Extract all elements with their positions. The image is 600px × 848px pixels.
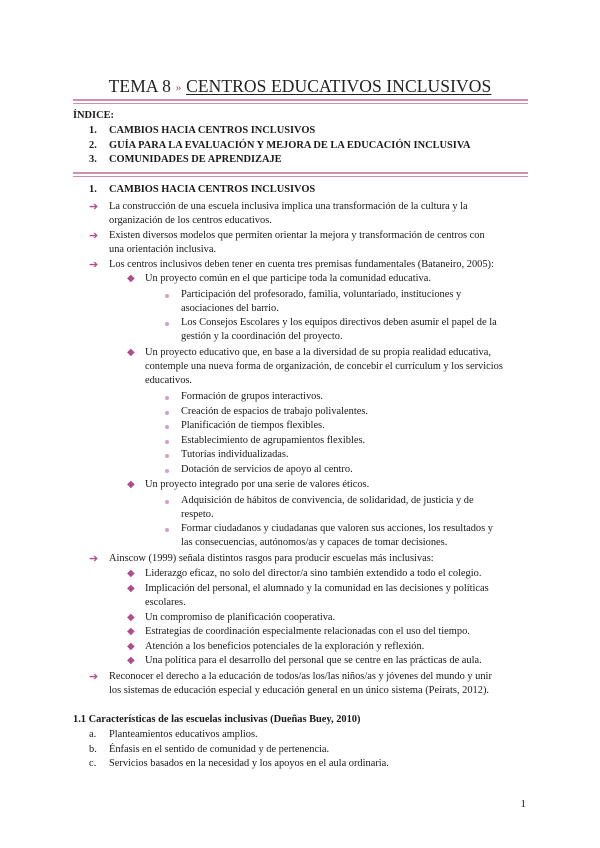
paragraph: Los centros inclusivos deben tener en cuenta tres premisas fundamentales (Bataneiro, 2005):	[109, 259, 494, 270]
diamond-bullet-icon: ◆	[127, 655, 135, 666]
title-prefix: TEMA 8	[108, 76, 171, 96]
circle-bullet-icon	[165, 440, 169, 444]
trait-item: Estrategias de coordinación especialmente relacionadas con el uso del tiempo.	[145, 626, 470, 637]
premise-1-sub: Los Consejos Escolares y los equipos directivos deben asumir el papel de la	[181, 317, 497, 328]
premise-2-sub: Establecimiento de agrupamientos flexibles.	[181, 435, 366, 446]
premise-2-cont: contemple una nueva forma de organización, de concebir el currículum y los servicios	[145, 361, 503, 372]
list-item: Planteamientos educativos amplios.	[109, 729, 258, 740]
premise-2-cont: educativos.	[145, 375, 193, 386]
title-arrow-icon: »	[175, 80, 182, 94]
circle-bullet-icon	[165, 294, 169, 298]
circle-bullet-icon	[165, 322, 169, 326]
premise-2-sub: Formación de grupos interactivos.	[181, 391, 323, 402]
diamond-bullet-icon: ◆	[127, 626, 135, 637]
index-item-num: 2.	[89, 140, 97, 151]
premise-1-sub-cont: gestión y la coordinación del proyecto.	[181, 331, 343, 342]
paragraph-cont: los sistemas de educación especial y educación general en un único sistema (Peirats, 2012).	[109, 685, 489, 696]
list-letter: a.	[89, 729, 97, 740]
premise-1: Un proyecto común en el que participe toda la comunidad educativa.	[145, 273, 431, 284]
section1-num: 1.	[89, 184, 97, 195]
page-number: 1	[520, 798, 526, 810]
diamond-bullet-icon: ◆	[127, 479, 135, 490]
trait-item: Implicación del personal, el alumnado y la comunidad en las decisiones y políticas	[145, 583, 489, 594]
arrow-bullet-icon: ➔	[89, 553, 99, 565]
arrow-bullet-icon: ➔	[89, 671, 99, 683]
circle-bullet-icon	[165, 469, 169, 473]
trait-item: Liderazgo eficaz, no solo del director/a sino también extendido a todo el colegio.	[145, 568, 482, 579]
section1-heading: CAMBIOS HACIA CENTROS INCLUSIVOS	[109, 184, 316, 195]
index-item-num: 1.	[89, 125, 97, 136]
circle-bullet-icon	[165, 500, 169, 504]
title-main: CENTROS EDUCATIVOS INCLUSIVOS	[186, 76, 492, 96]
premise-3-sub: Adquisición de hábitos de convivencia, de solidaridad, de justicia y de	[181, 495, 474, 506]
premise-3-sub: Formar ciudadanos y ciudadanas que valoren sus acciones, los resultados y	[181, 523, 493, 534]
paragraph: Reconocer el derecho a la educación de todos/as los/las niños/as y jóvenes del mundo y unir	[109, 671, 492, 682]
premise-2-sub: Creación de espacios de trabajo polivalentes.	[181, 406, 368, 417]
diamond-bullet-icon: ◆	[127, 273, 135, 284]
paragraph: Existen diversos modelos que permiten orientar la mejora y transformación de centros con	[109, 230, 485, 241]
premise-1-sub-cont: asociaciones del barrio.	[181, 303, 279, 314]
paragraph: La construcción de una escuela inclusiva implica una transformación de la cultura y la	[109, 201, 468, 212]
index-item-3[interactable]: COMUNIDADES DE APRENDIZAJE	[109, 154, 282, 165]
circle-bullet-icon	[165, 411, 169, 415]
premise-2-sub: Dotación de servicios de apoyo al centro.	[181, 464, 353, 475]
arrow-bullet-icon: ➔	[89, 201, 99, 213]
title-divider	[73, 99, 528, 104]
trait-item: Una política para el desarrollo del personal que se centre en las prácticas de aula.	[145, 655, 482, 666]
premise-3-sub-cont: respeto.	[181, 509, 214, 520]
list-letter: b.	[89, 744, 97, 755]
premise-3: Un proyecto integrado por una serie de valores éticos.	[145, 479, 370, 490]
diamond-bullet-icon: ◆	[127, 612, 135, 623]
premise-1-sub: Participación del profesorado, familia, voluntariado, instituciones y	[181, 289, 462, 300]
diamond-bullet-icon: ◆	[127, 347, 135, 358]
circle-bullet-icon	[165, 396, 169, 400]
diamond-bullet-icon: ◆	[127, 641, 135, 652]
premise-2-sub: Planificación de tiempos flexibles.	[181, 420, 325, 431]
paragraph-cont: organización de los centros educativos.	[109, 215, 272, 226]
list-letter: c.	[89, 758, 97, 769]
index-divider	[73, 172, 528, 177]
arrow-bullet-icon: ➔	[89, 259, 99, 271]
section11-heading: 1.1 Características de las escuelas inclusivas (Dueñas Buey, 2010)	[73, 714, 361, 725]
list-item: Servicios basados en la necesidad y los apoyos en el aula ordinaria.	[109, 758, 389, 769]
circle-bullet-icon	[165, 454, 169, 458]
trait-item: Un compromiso de planificación cooperativa.	[145, 612, 336, 623]
index-item-2[interactable]: GUÍA PARA LA EVALUACIÓN Y MEJORA DE LA EDUCACIÓN INCLUSIVA	[109, 140, 471, 151]
trait-item-cont: escolares.	[145, 597, 186, 608]
trait-item: Atención a los beneficios potenciales de la exploración y reflexión.	[145, 641, 425, 652]
paragraph-cont: una orientación inclusiva.	[109, 244, 217, 255]
premise-3-sub-cont: las consecuencias, autónomos/as y capaces de tomar decisiones.	[181, 537, 448, 548]
index-item-num: 3.	[89, 154, 97, 165]
diamond-bullet-icon: ◆	[127, 583, 135, 594]
list-item: Énfasis en el sentido de comunidad y de pertenencia.	[109, 744, 330, 755]
index-item-1[interactable]: CAMBIOS HACIA CENTROS INCLUSIVOS	[109, 125, 316, 136]
circle-bullet-icon	[165, 528, 169, 532]
page-title	[0, 76, 600, 97]
circle-bullet-icon	[165, 425, 169, 429]
index-heading: ÍNDICE:	[73, 110, 114, 121]
arrow-bullet-icon: ➔	[89, 230, 99, 242]
premise-2: Un proyecto educativo que, en base a la diversidad de su propia realidad educativa,	[145, 347, 491, 358]
diamond-bullet-icon: ◆	[127, 568, 135, 579]
premise-2-sub: Tutorías individualizadas.	[181, 449, 289, 460]
paragraph: Ainscow (1999) señala distintos rasgos para producir escuelas más inclusivas:	[109, 553, 434, 564]
